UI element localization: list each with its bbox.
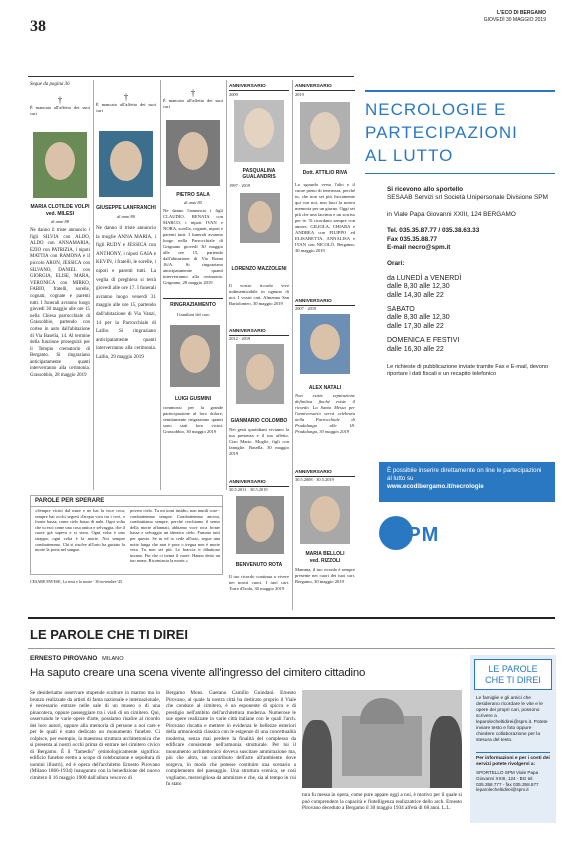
cemetery-photo	[302, 690, 462, 788]
deceased-age: di anni 80	[117, 214, 135, 219]
anniversary-dates: 2009	[229, 92, 238, 97]
ad-address: in Viale Papa Giovanni XXIII, 124 BERGAMO	[387, 210, 516, 218]
ringraziamento-title: RINGRAZIAMENTO	[170, 302, 216, 308]
ad-email: E-mail necro@spm.it	[387, 244, 451, 252]
publication-date: GIOVEDÌ 30 MAGGIO 2019	[483, 17, 546, 23]
deceased-name-married: ved. RIZZOLI	[309, 558, 341, 564]
portrait-photo	[234, 100, 284, 162]
cross-icon: †	[123, 92, 129, 102]
anniversary-dates: 30.5.2011 · 30.5.2019	[229, 487, 268, 492]
column-divider	[160, 80, 161, 490]
obituary-body: Ne danno il triste annuncio i figli SILVIA con ALDO, ALDO con ANNAMARIA, EZIO con PATRIZIA, i nipoti MATTIA con RAMONA e il piccolo ARON, JESSICA con SILVANO, DANIEL con GIORGIA, ELISE, MARA, VERONICA con MIRKO, FABIO, fratelli, sorelle, cognati, cognate e parenti tutti. I funerali avranno luogo giovedì 30 maggio alle ore 15 nella Chiesa parrocchiale di Grassobbio, partendo con corteo in auto dall'abitazione di Via Basella, 14. Al termine della funzione proseguirà per il Tempio crematorio di Bergamo. Si ringraziano anticipatamente quanti interverranno alla cerimonia. Grassobbio, 28 maggio 2019	[30, 228, 90, 379]
ad-company: SESAAB Servizi srl Società Unipersonale Divisione SPM	[387, 194, 548, 202]
article-col-2: Bergamo Mons. Gaetano Camillo Guindani. Ernesto Pirovano, al quale la nostra città ha dedicato proprio il Viale che conduce al cimitero, è un esponente di spicco e di prestigio nell'ambito dell'architettura moderna. Numerose le sue opere realizzate in varie città italiane con le quali l'arch. Pirovano riscatta e mettere in evidenza le bellezze esteriori della armoniosità classica con le esigenze di una concettualità moderna, senza mai perdere la finalità del complesso da edificare consistente nell'armonia strutturale. Per lui il monumento architettonico doveva suscitare ammirazione ma, più che altro, un contributo dell'arte all'ambiente dove sorgeva, in modo che potesse costituire una scenario a complemento del paesaggio. Una struttura scenica, se così vogliamo, meravigliosa da ammirare e che, sia al tempo in cui fu stato	[166, 690, 296, 787]
sidebar-info: SPORTELLO SPM Viale Papa Giovanni XXIII, 124 - BG tel. 035.358.777 - fax 035.358.877 leparolecheltidirei@spm.it	[476, 770, 539, 793]
seguito-note: Segue da pagina 36	[30, 82, 70, 87]
deceased-name: GIANMARIO COLOMBO	[230, 418, 288, 424]
article-col-1: Se desideriamo osservare stupende sculture in marmo ma in bronzo realizzate da artisti di fama nazionale e internazionale, è necessario entrare nelle sale di un museo o di una pinacoteca, oppure passeggiare tra i viali di un cimitero. Qui, osservando le varie opere d'arte, possiamo risalire al ricordo dei loro autori, oppure alla memoria di persone a noi care e per le quali è stato dedicato un monumento funebre. Ci colpisce, per esempio, la maestosa struttura architettonica che si presenta ai nostri occhi prima di entrare nel cimitero civico di Bergamo. È il "famedio" (etimologicamente significa: edificio funebre eretto a scopo di celebrazione e sepoltura di uomini illustri), ed è opera dell'architetto Ernesto Pirovano (Milano 1866-1934) inaugurato con la benedizione del nuovo cimitero il 16 maggio 1900 dall'allora vescovo di	[30, 690, 160, 781]
ad-note: Le richieste di pubblicazione inviate tramite Fax e E-mail, devono riportare i dati fiscali e un recapito telefonico	[387, 364, 549, 378]
page-number: 38	[30, 18, 46, 35]
online-box[interactable]	[379, 462, 555, 502]
deceased-name: MARIA BELLOLI	[305, 551, 345, 557]
anniversary-body: Lo sguardo verso l'alto e il cuore pieno di tenerezza, perché tu, che non sei più fisicamente qui con noi, non lasci la nostra memoria per un giorno. Oggi sei più che una lacrima e un sorriso per te. Ti ricordano sempre con amore, GILIOLA, CHIARA e ANDREA con FILIPPO ed ELISABETTA, ANNALISA e IVAN con NICOLÒ. Bergamo, 30 maggio 2019	[295, 182, 355, 253]
anniversary-header: ANNIVERSARIO	[229, 480, 289, 487]
column-divider	[93, 80, 94, 490]
portrait-photo	[99, 131, 153, 197]
anniversary-body: Il vostro ricordo vive indimenticabile in ognuno di noi. I vostri cari. Almenno San Bartolomeo, 30 maggio 2019	[229, 283, 289, 306]
anniversary-header: ANNIVERSARIO	[229, 84, 289, 91]
poem-title: PAROLE PER SPERARE	[31, 496, 222, 507]
ad-hours-5: dalle 8,30 alle 12,30	[387, 314, 450, 322]
publication-name: L'ECO DI BERGAMO	[497, 10, 546, 16]
necrologie-ad	[365, 80, 555, 610]
deceased-name: LORENZO MAZZOLENI	[231, 266, 287, 272]
ad-tel: Tel. 035.35.87.77 / 035.38.63.33	[387, 227, 480, 235]
column-divider	[226, 80, 227, 490]
top-rule	[28, 76, 354, 77]
parole-sidebar	[470, 655, 556, 823]
sidebar-title	[474, 659, 552, 690]
deceased-name-married: ved. MILESI	[45, 211, 75, 217]
deceased-name: LUIGI GUSMINI	[174, 396, 212, 402]
portrait-photo	[300, 102, 350, 164]
rule	[163, 298, 223, 299]
ad-hours-2: dalle 8,30 alle 12,30	[387, 283, 450, 291]
anniversary-header: ANNIVERSARIO	[229, 329, 289, 336]
ringraziamento-intro: I familiari del caro	[176, 312, 210, 317]
ad-hours-7: DOMENICA E FESTIVI	[387, 337, 460, 345]
obituary-sala	[163, 88, 223, 110]
article-caption: tura fu messa in opera, come pure appare oggi a noi, è motivo per il quale si può comprendere la capacità e l'intelligenza realizzatrice dello arch. Ernesto Pirovano deceduto a Bergamo il 30 maggio 1934 all'età di 68 anni. L.L.	[302, 792, 462, 811]
spm-logo	[379, 512, 439, 560]
section-rule	[28, 648, 555, 649]
anniversary-body: Non esiste separazione definitiva finché esiste il ricordo. La Santa Messa per l'anniversario verrà celebrata nella Parrocchiale di Pradalunga alle 18. Pradalunga, 30 maggio 2019	[295, 393, 355, 434]
publication-header	[484, 10, 546, 24]
anniversary-dates: 2019	[295, 92, 304, 97]
deceased-name: Dott. ATTILIO RIVA	[302, 170, 348, 176]
anniversary-body: Mamma, il tuo ricordo è sempre presente nei cuori dei tuoi cari. Bergamo, 30 maggio 2019	[295, 567, 355, 584]
article-headline: Ha saputo creare una scena vivente all'ingresso del cimitero cittadino	[30, 667, 366, 679]
portrait-photo	[240, 193, 280, 243]
deceased-name: BENVENUTO ROTA	[235, 562, 283, 568]
portrait-photo	[170, 325, 220, 387]
article-byline	[30, 655, 124, 662]
section-title: LE PAROLE CHE TI DIREI	[30, 627, 188, 642]
poem-box	[30, 495, 223, 575]
obituary-body: Ne danno il triste annuncio la moglie ANNA MARIA, i figli RUDY e JESSICA con ANTHONY, i nipoti GAIA e KEVIN, i fratelli, le sorelle, i nipoti e parenti tutti. La veglia di preghiera si terrà giovedì alle ore 17. I funerali avranno luogo venerdì 31 maggio alle ore 15, partendo dall'abitazione di Via Vanzi, 14 per la Parrocchiale di Lallio. Si ringraziano anticipatamente quanti interverranno alla cerimonia. Lallio, 29 maggio 2019	[96, 225, 156, 360]
article-author: ERNESTO PIROVANO	[30, 655, 98, 662]
deceased-name: MARIA CLOTILDE VOLPI	[30, 204, 90, 210]
ad-hours-1: da LUNEDÌ a VENERDÌ	[387, 274, 462, 282]
ad-hours-8: dalle 16,30 alle 22	[387, 345, 444, 353]
deceased-name: ALEX NATALI	[308, 385, 342, 391]
cross-icon: †	[57, 95, 63, 105]
obituary-intro: È mancato all'affetto dei suoi cari	[96, 102, 156, 113]
anniversary-dates: 1997 · 2019	[229, 183, 251, 188]
deceased-name: GIUSEPPE LANFRANCHI	[96, 205, 156, 211]
online-box-text: È possibile inserire direttamente on line le partecipazioni al lutto su	[387, 467, 542, 482]
ad-receive: Si ricevono allo sportello	[387, 186, 463, 193]
obituary-intro: È mancato all'affetto dei suoi cari	[163, 98, 223, 109]
article-place: MILANO	[102, 656, 124, 662]
deceased-name: PIETRO SALA	[176, 192, 210, 198]
sidebar-title-line1: LE PAROLE	[488, 664, 538, 674]
deceased-age: di anni 85	[184, 200, 202, 205]
ad-title-line3: AL LUTTO	[365, 146, 454, 165]
obituary-intro: È mancata all'affetto dei suoi cari	[30, 105, 90, 116]
ad-fax: Fax 035.35.88.77	[387, 235, 438, 243]
spm-logo-text: SPM	[393, 524, 440, 546]
anniversary-header: ANNIVERSARIO	[295, 470, 355, 477]
anniversary-body: Il tuo ricordo continua a vivere nei nostri cuori. I tuoi cari. Torre d'Isola, 30 maggio 2019	[229, 574, 289, 591]
ad-hours-label: Orari:	[387, 260, 405, 268]
portrait-photo	[236, 344, 284, 404]
poem-text-1: «Sempre vicini dal mare e ne hai la voce roca, sempre hai occhi segreti d'acqua viva tra i rovi, e fronte bassa, come cielo basso di nubi. Ogni volta che tu esci come una cosa antica e selvaggia, che il cuore già sapeva e si serra. Ogni volta è uno strappo, ogni volta è la morte. Noi sempre combattemmo. Chi si risolve all'urto ha gustato la morte la porta nel sangue.	[35, 508, 125, 553]
anniversary-dates: 2007 · 2019	[295, 306, 317, 311]
sidebar-title-line2: CHE TI DIREI	[485, 674, 541, 685]
sidebar-info-title: Per informazioni e per i costi dei servizi potete rivolgervi a:	[476, 752, 550, 768]
ringraziamento-body: commossi per la grande partecipazione al loro dolore, sentitamente ringraziano quanti sono stati loro vicini. Grassobbio, 30 maggio 2019	[163, 405, 223, 434]
portrait-photo	[300, 314, 350, 374]
portrait-photo	[236, 496, 284, 554]
poem-citation: CESARE PAVESE, La terra e la morte · 30 novembre '45	[30, 579, 123, 584]
anniversary-header: ANNIVERSARIO	[295, 84, 355, 91]
ad-title-line1: NECROLOGIE E	[365, 100, 507, 119]
deceased-age: di anni 88	[51, 219, 69, 224]
poem-text-2: povero cielo. Tu mi torni insidio, non inutili cose - combattemmo sempre. Combattemmo ancora, combattiamo sempre, perché cerchiamo il senso della morte affannati, abbiamo voce roca fronte bassa e selvaggio un identico cielo. Fummo tutti per questo. Se tu ed io cede all'urto, segue una notte lunga che non è pace o tregua non è morte vera. Tu non sei più. Le braccia ti dibattono invano. Fin che ci trema il cuore. Hanno detto un tuo nome. Ricomincia la morte.»	[130, 508, 220, 564]
anniversary-body: Nei gesti quotidiani viviamo la tua presenza e il tuo affetto. Ciao Mario. Moglie, figli con famiglie. Basella, 30 maggio 2019	[229, 427, 289, 456]
obituary-lanfranchi	[96, 92, 156, 114]
ad-title-line2: PARTECIPAZIONI	[365, 123, 518, 142]
obituary-volpi	[30, 95, 90, 117]
column-divider	[292, 80, 293, 610]
online-box-url[interactable]: www.ecodibergamo.it/necrologie	[387, 483, 484, 490]
ad-hours-4: SABATO	[387, 306, 415, 314]
anniversary-dates: 2012 · 2019	[229, 336, 251, 341]
portrait-photo	[166, 120, 220, 186]
cross-icon: †	[190, 88, 196, 98]
ad-hours-6: dalle 17,30 alle 22	[387, 322, 444, 330]
deceased-name: PASQUALINA GUALANDRIS	[242, 168, 276, 180]
anniversary-dates: 30.5.2008 · 30.5.2019	[295, 477, 334, 482]
portrait-photo	[300, 486, 350, 544]
ad-hours-3: dalle 14,30 alle 22	[387, 291, 444, 299]
obituary-body: Ne danno l'annuncio i figli CLAUDIO, RENATA con MARCO, i nipoti IVAN e NORA, sorella, cognati, nipoti e parenti tutti. I funerali avranno luogo nella Parrocchiale di Grignano giovedì 30 maggio alle ore 15, partendo dall'abitazione di Via Roma 16/A. Si ringraziano anticipatamente quanti interverranno alla cerimonia. Grignano, 28 maggio 2019	[163, 208, 223, 285]
sidebar-text: Le famiglie e gli amici che desiderano ricordare le vite e le opere dei propri cari, possono scrivere a leparolecheltidirei@spm.it. Potete inviare testo e foto oppure chiedere collaborazione per la stesura del testo.	[476, 696, 548, 743]
portrait-photo	[33, 132, 87, 198]
anniversary-header: ANNIVERSARIO	[295, 299, 355, 306]
section-rule	[28, 617, 555, 619]
